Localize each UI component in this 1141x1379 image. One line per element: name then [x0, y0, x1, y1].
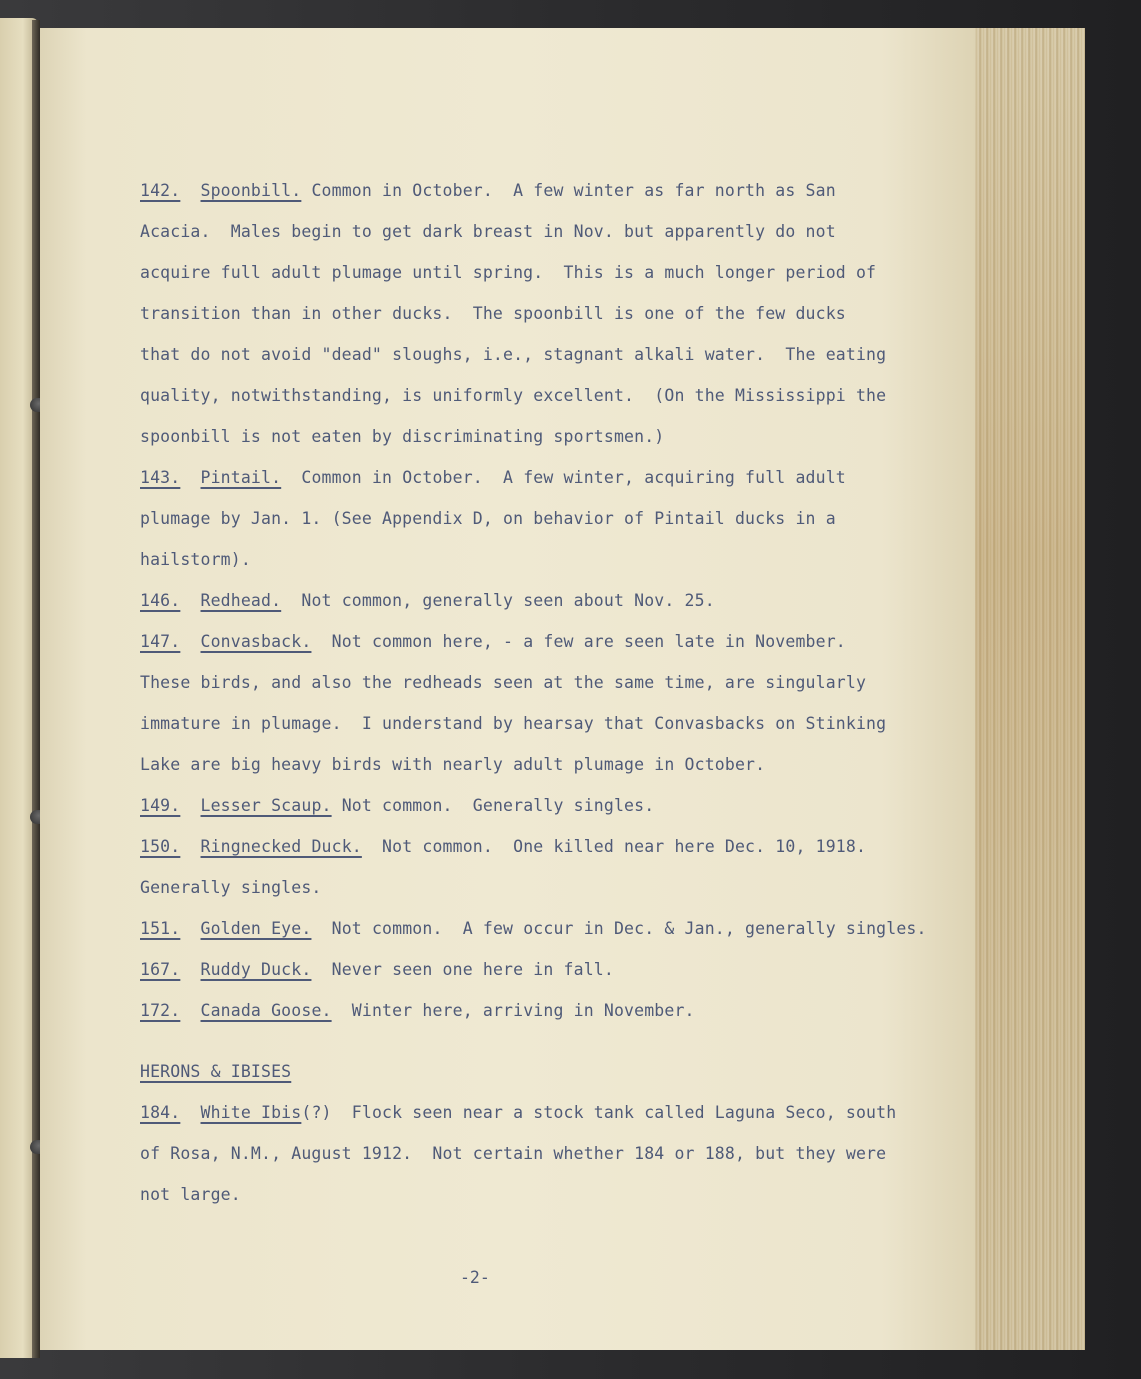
- entry-text: Not common here, - a few are seen late in November.: [311, 632, 846, 651]
- section-spacer: [140, 1031, 960, 1051]
- entry-text: immature in plumage. I understand by hearsay that Convasbacks on Stinking: [140, 714, 887, 733]
- entry-text: Not common. A few occur in Dec. & Jan., generally singles.: [311, 919, 927, 938]
- species-name: Ringnecked Duck.: [200, 837, 362, 856]
- text-line: [140, 252, 960, 293]
- species-number: 149.: [140, 796, 181, 815]
- entry-text: transition than in other ducks. The spoonbill is one of the few ducks: [140, 304, 846, 323]
- species-number: 184.: [140, 1103, 181, 1122]
- text-line: [140, 498, 960, 539]
- entry-text: that do not avoid "dead" sloughs, i.e., stagnant alkali water. The eating: [140, 345, 887, 364]
- text-line: [140, 826, 960, 867]
- entry-text: acquire full adult plumage until spring. This is a much longer period of: [140, 263, 877, 282]
- species-name: White Ibis: [200, 1103, 302, 1122]
- text-line: [140, 785, 960, 826]
- binding-gutter: [32, 20, 40, 1358]
- entry-text: Acacia. Males begin to get dark breast in Nov. but apparently do not: [140, 222, 836, 241]
- entry-text: Never seen one here in fall.: [311, 960, 614, 979]
- entry-text: quality, notwithstanding, is uniformly excellent. (On the Mississippi the: [140, 386, 887, 405]
- text-line: [140, 949, 960, 990]
- text-line: [140, 662, 960, 703]
- species-number: 143.: [140, 468, 181, 487]
- entry-text: (?) Flock seen near a stock tank called Laguna Seco, south: [301, 1103, 897, 1122]
- entry-text: Common in October. A few winter, acquiring full adult: [281, 468, 846, 487]
- section-heading: HERONS & IBISES: [140, 1062, 292, 1081]
- entry-text: Not common. One killed near here Dec. 10, 1918.: [361, 837, 867, 856]
- text-line: [140, 416, 960, 457]
- text-line: [140, 293, 960, 334]
- entry-text: Not common. Generally singles.: [331, 796, 655, 815]
- entry-text: Common in October. A few winter as far north as San: [301, 181, 836, 200]
- species-number: 150.: [140, 837, 181, 856]
- text-line: [140, 457, 960, 498]
- entry-text: hailstorm).: [140, 550, 251, 569]
- text-line: [140, 908, 960, 949]
- entry-text: Not common, generally seen about Nov. 25.: [281, 591, 715, 610]
- text-line: [140, 1133, 960, 1174]
- entry-text: These birds, and also the redheads seen at the same time, are singularly: [140, 673, 867, 692]
- text-line: [140, 621, 960, 662]
- text-line: [140, 580, 960, 621]
- species-name: Canada Goose.: [200, 1001, 332, 1020]
- text-line: [140, 1174, 960, 1215]
- species-number: 147.: [140, 632, 181, 651]
- species-number: 172.: [140, 1001, 181, 1020]
- species-name: Spoonbill.: [200, 181, 302, 200]
- typed-text-body: [140, 170, 960, 1215]
- entry-text: Lake are big heavy birds with nearly adult plumage in October.: [140, 755, 766, 774]
- entry-text: Winter here, arriving in November.: [331, 1001, 695, 1020]
- text-line: [140, 170, 960, 211]
- text-line: [140, 703, 960, 744]
- entry-text: spoonbill is not eaten by discriminating sportsmen.): [140, 427, 665, 446]
- text-line: [140, 334, 960, 375]
- species-number: 167.: [140, 960, 181, 979]
- species-name: Convasback.: [200, 632, 312, 651]
- species-name: Golden Eye.: [200, 919, 312, 938]
- text-line: [140, 211, 960, 252]
- species-number: 146.: [140, 591, 181, 610]
- entry-text: of Rosa, N.M., August 1912. Not certain whether 184 or 188, but they were: [140, 1144, 887, 1163]
- species-number: 142.: [140, 181, 181, 200]
- page-number: -2-: [460, 1268, 490, 1287]
- text-line: [140, 867, 960, 908]
- species-name: Pintail.: [200, 468, 282, 487]
- species-name: Lesser Scaup.: [200, 796, 332, 815]
- entry-text: not large.: [140, 1185, 241, 1204]
- text-line: [140, 539, 960, 580]
- species-number: 151.: [140, 919, 181, 938]
- section-heading-line: [140, 1051, 960, 1092]
- entry-text: Generally singles.: [140, 878, 322, 897]
- species-name: Ruddy Duck.: [200, 960, 312, 979]
- text-line: [140, 744, 960, 785]
- entry-text: plumage by Jan. 1. (See Appendix D, on behavior of Pintail ducks in a: [140, 509, 836, 528]
- text-line: [140, 375, 960, 416]
- text-line: [140, 990, 960, 1031]
- text-line: [140, 1092, 960, 1133]
- page-edges: [975, 28, 1085, 1350]
- species-name: Redhead.: [200, 591, 282, 610]
